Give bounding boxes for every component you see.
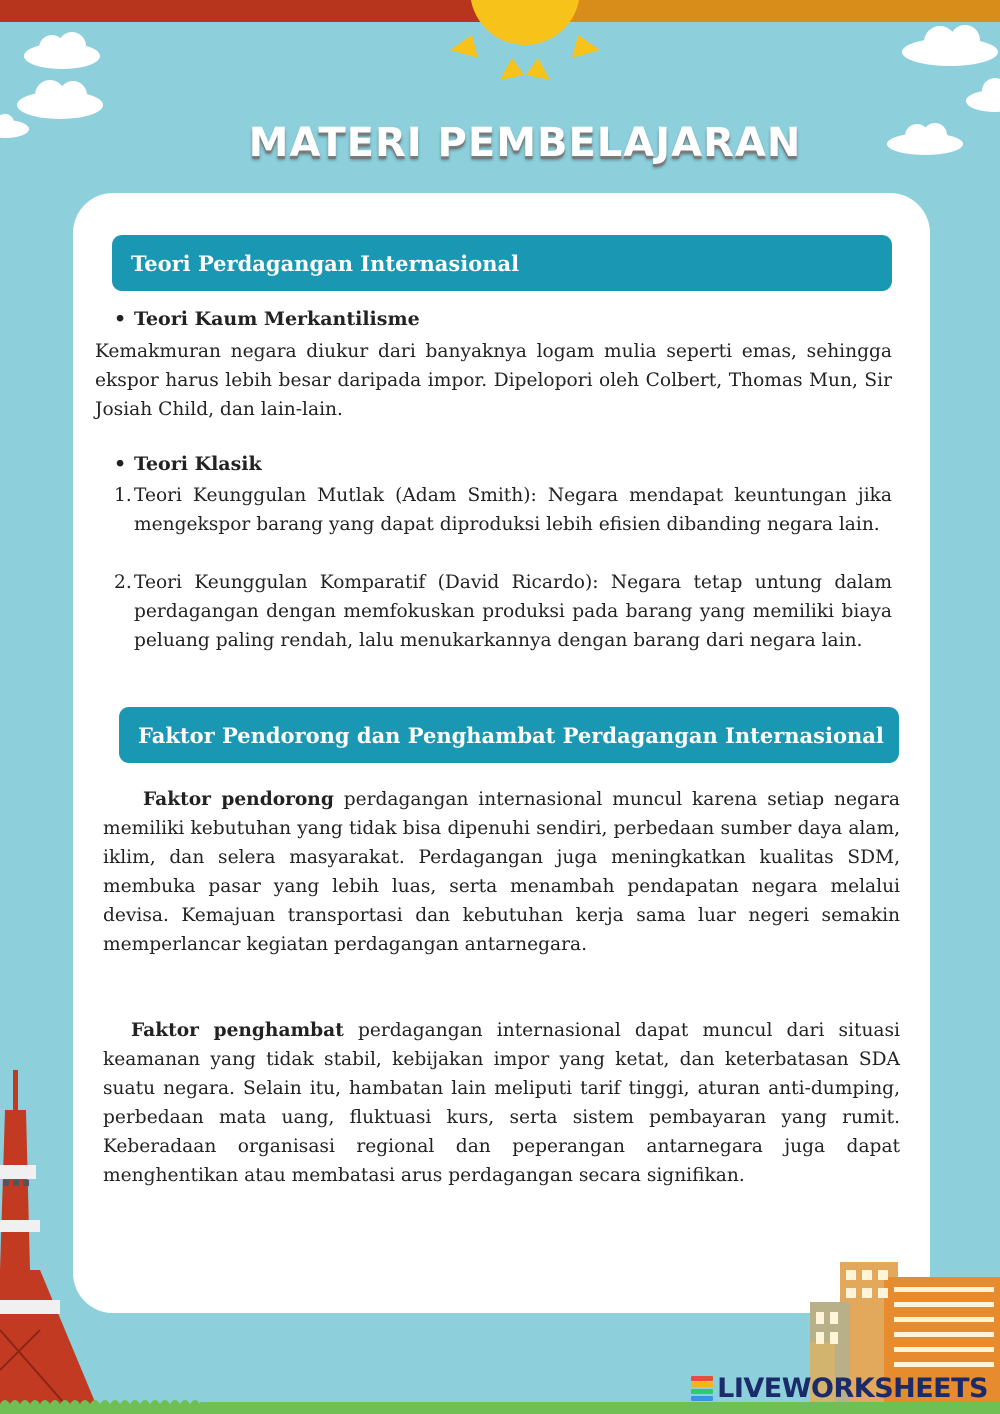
cloud-icon (22, 30, 102, 70)
paragraph-pendorong (103, 785, 900, 959)
cloud-icon (0, 112, 30, 138)
section-header-teori: Teori Perdagangan Internasional (112, 235, 892, 291)
paragraph-body: perdagangan internasional muncul karena setiap negara memiliki kebutuhan yang tidak bisa dipenuhi sendiri, perbedaan sumber daya alam, iklim, dan selera masyarakat. Perdagangan juga meningkatkan kualitas SDM, membuka pasar yang lebih luas, serta menambah pendapatan negara melalui devisa. Kemajuan transportasi dan kebutuhan kerja sama luar negeri semakin memperlancar kegiatan perdagangan antarnegara. (103, 789, 900, 955)
cloud-icon (965, 75, 1000, 113)
list-item-text: Teori Keunggulan Mutlak (Adam Smith): Negara mendapat keuntungan jika mengekspor barang yang dapat diproduksi lebih efisien dibanding negara lain. (134, 485, 892, 535)
list-item (114, 481, 892, 539)
list-item-text: Teori Keunggulan Komparatif (David Ricardo): Negara tetap untung dalam perdagangan dengan memfokuskan produksi pada barang yang memiliki biaya peluang paling rendah, lalu menukarkannya dengan barang dari negara lain. (134, 572, 892, 651)
paragraph-body: perdagangan internasional dapat muncul dari situasi keamanan yang tidak stabil, kebijakan impor yang ketat, dan keterbatasan SDA suatu negara. Selain itu, hambatan lain meliputi tarif tinggi, aturan anti-dumping, perbedaan mata uang, fluktuasi kurs, serta sistem pembayaran yang rumit. Keberadaan organisasi regional dan peperangan antarnegara juga dapat menghentikan atau membatasi arus perdagangan secara signifikan. (103, 1020, 900, 1186)
bullet-heading-klasik: • Teori Klasik (134, 453, 262, 475)
sun-icon (450, 0, 600, 90)
paragraph-lead: Faktor penghambat (131, 1020, 344, 1041)
list-number: 1. (114, 485, 132, 506)
tokyo-tower-illustration (0, 1070, 110, 1414)
liveworksheets-icon (691, 1376, 713, 1402)
paragraph-penghambat (103, 1016, 900, 1190)
page-title: MATERI PEMBELAJARAN (248, 120, 802, 166)
top-bar-red (0, 0, 510, 22)
bullet-heading-merkantilisme: • Teori Kaum Merkantilisme (134, 308, 420, 330)
cloud-icon (900, 22, 1000, 67)
list-number: 2. (114, 572, 132, 593)
liveworksheets-text: LIVEWORKSHEETS (717, 1373, 988, 1404)
section-header-faktor: Faktor Pendorong dan Penghambat Perdagangan Internasional (119, 707, 899, 763)
liveworksheets-logo (691, 1373, 988, 1404)
paragraph-lead: Faktor pendorong (143, 789, 334, 810)
list-item (114, 568, 892, 655)
paragraph-merkantilisme: Kemakmuran negara diukur dari banyaknya logam mulia seperti emas, sehingga ekspor harus lebih besar daripada impor. Dipelopori oleh Colbert, Thomas Mun, Sir Josiah Child, dan lain-lain. (95, 341, 892, 420)
